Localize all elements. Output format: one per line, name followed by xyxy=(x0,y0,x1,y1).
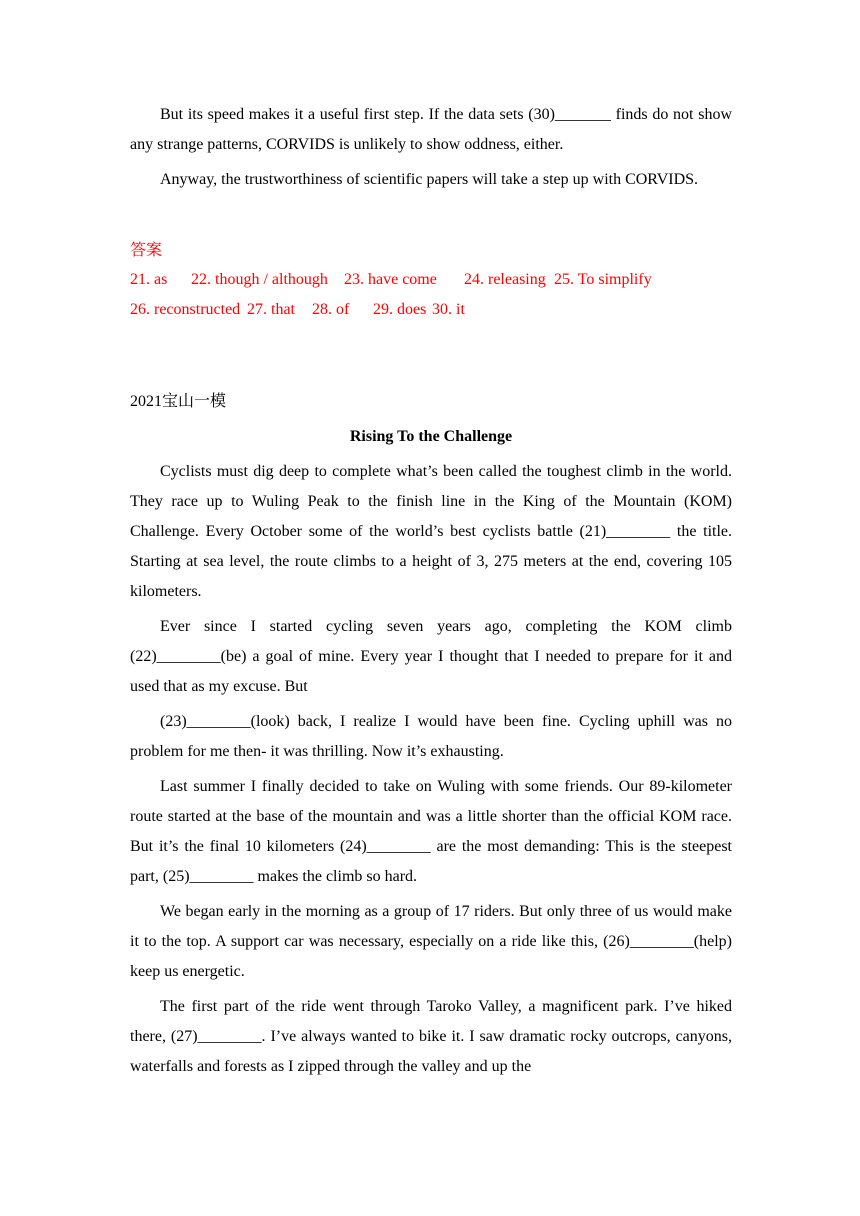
paragraph: Last summer I finally decided to take on Wuling with some friends. Our 89-kilometer route started at the base of the mountain and was a little shorter than the official KOM race. But it’s the final 10 kilometers (24)________ are the most demanding: This is the steepest part, (25)________ makes the climb so hard. xyxy=(130,778,732,885)
paragraph: We began early in the morning as a group of 17 riders. But only three of us would make it to the top. A support car was necessary, especially on a ride like this, (26)________(help) keep us energetic. xyxy=(130,903,732,980)
answer-row xyxy=(130,295,732,325)
passage-title: Rising To the Challenge xyxy=(349,428,513,445)
paragraph: Ever since I started cycling seven years ago, completing the KOM climb (22)________(be) a goal of mine. Every year I thought that I needed to prepare for it and used that as my excuse. But xyxy=(130,618,732,695)
answer-item: 22. though / although xyxy=(191,271,328,288)
answer-item: 27. that xyxy=(247,301,295,318)
paragraph: (23)________(look) back, I realize I would have been fine. Cycling uphill was no problem for me then- it was thrilling. Now it’s exhausting. xyxy=(130,713,732,760)
answer-item: 29. does xyxy=(373,301,427,318)
section-source: 宝山一模 xyxy=(162,391,227,410)
passage-body xyxy=(130,457,732,1082)
paragraph: Cyclists must dig deep to complete what’s been called the toughest climb in the world. They race up to Wuling Peak to the finish line in the King of the Mountain (KOM) Challenge. Every October some of the world’s best cyclists battle (21)________ the title. Starting at sea level, the route climbs to a height of 3, 275 meters at the end, covering 105 kilometers. xyxy=(130,463,732,600)
document-page xyxy=(130,100,732,1087)
answer-row xyxy=(130,265,732,295)
answer-label: 答案 xyxy=(130,240,163,259)
answer-key xyxy=(130,235,732,325)
paragraph: The first part of the ride went through Taroko Valley, a magnificent park. I’ve hiked there, (27)________. I’ve always wanted to bike it. I saw dramatic rocky outcrops, canyons, waterfalls and forests as I zipped through the valley and up the xyxy=(130,998,732,1075)
answer-item: 30. it xyxy=(432,301,465,318)
answer-item: 24. releasing xyxy=(464,271,546,288)
answer-item: 21. as xyxy=(130,271,168,288)
section-title xyxy=(130,386,732,417)
answer-item: 23. have come xyxy=(344,271,437,288)
answer-item: 25. To simplify xyxy=(554,271,652,288)
paragraph: Anyway, the trustworthiness of scientific papers will take a step up with CORVIDS. xyxy=(160,171,699,188)
previous-passage-ending xyxy=(130,100,732,195)
answer-item: 26. reconstructed xyxy=(130,301,241,318)
paragraph: But its speed makes it a useful first step. If the data sets (30)_______ finds do not show any strange patterns, CORVIDS is unlikely to show oddness, either. xyxy=(130,106,732,153)
section-year: 2021 xyxy=(130,393,162,410)
answer-item: 28. of xyxy=(312,301,350,318)
